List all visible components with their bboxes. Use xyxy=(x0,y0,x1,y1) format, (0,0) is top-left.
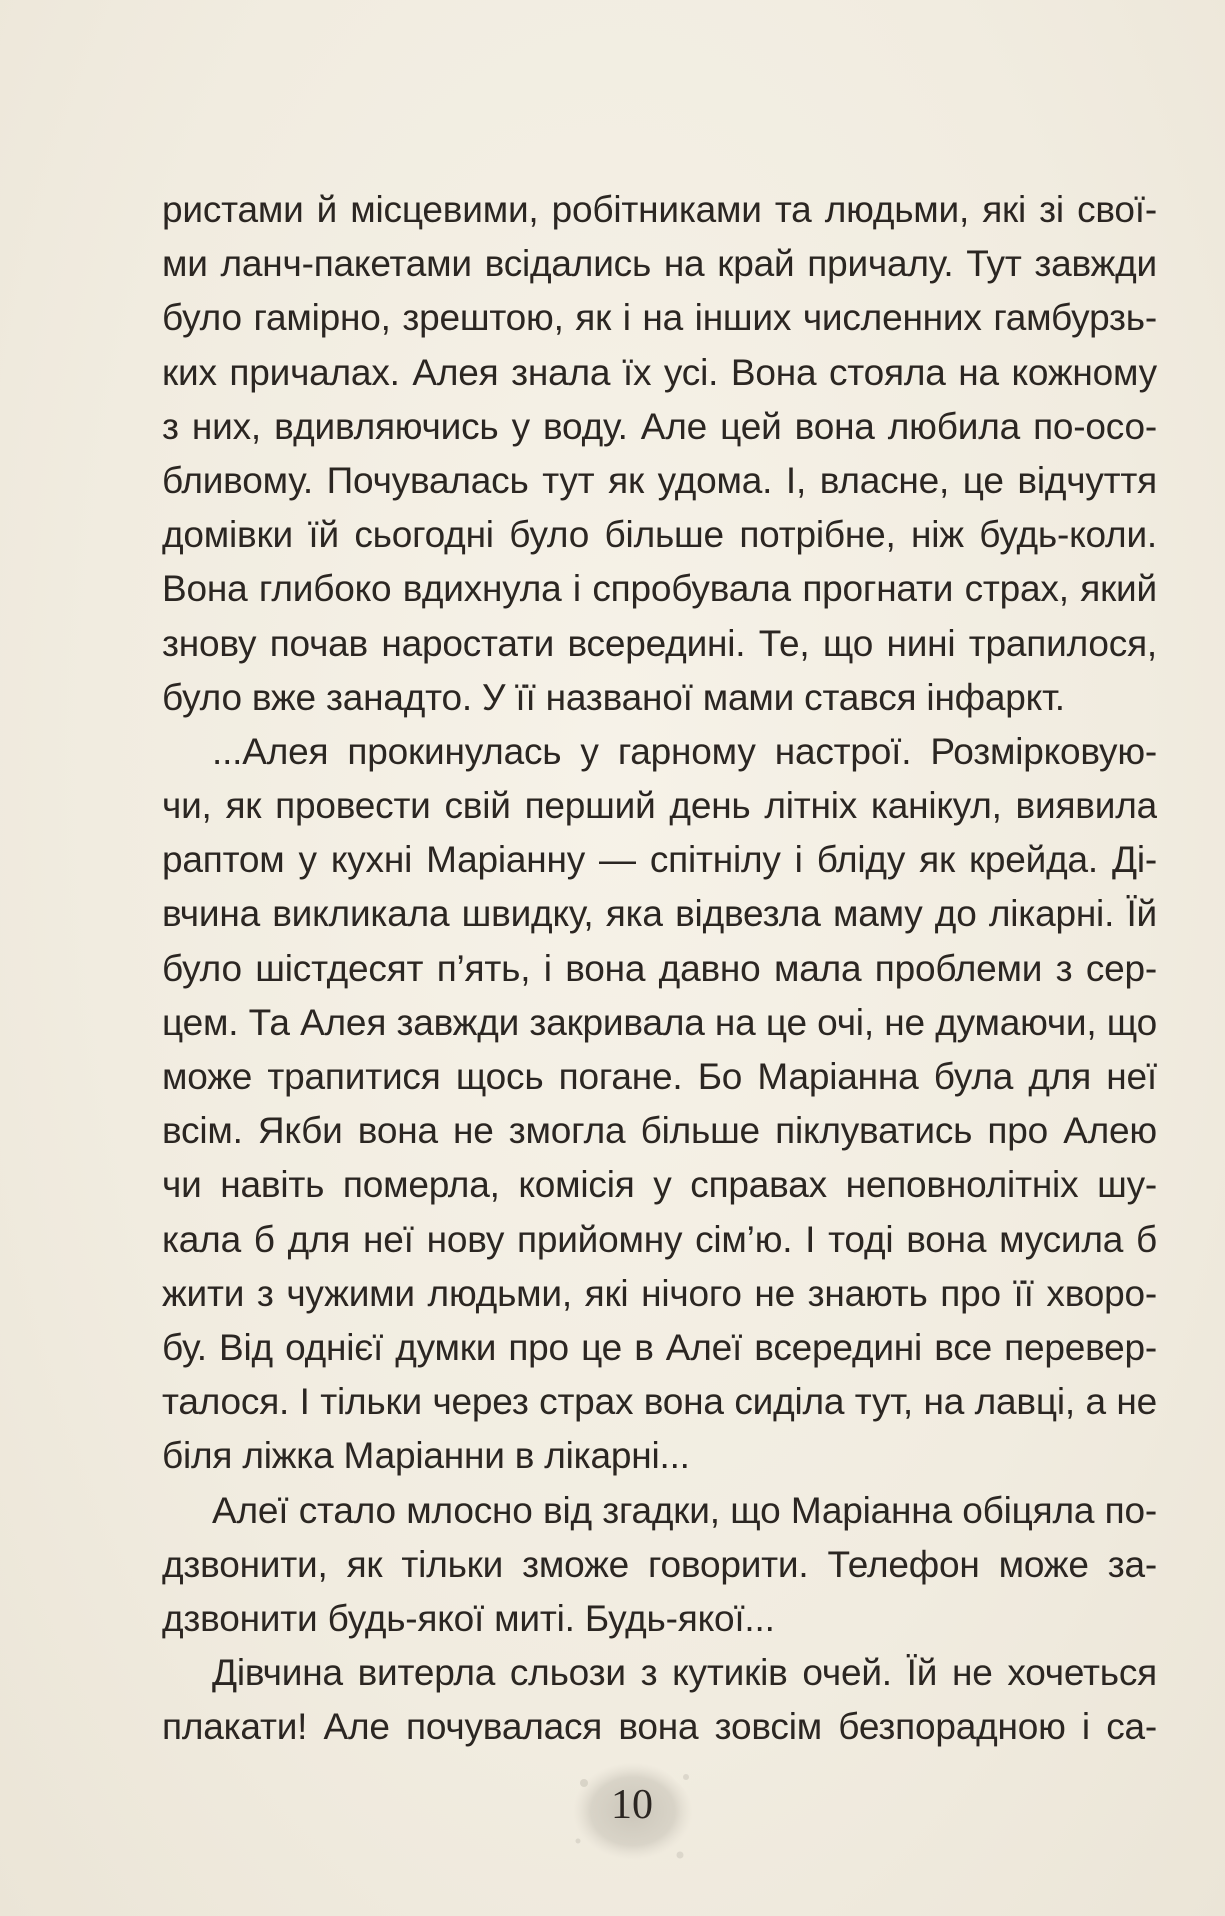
page-footer xyxy=(562,1755,702,1865)
text-line: може трапитися щось погане. Бо Маріанна була для неї xyxy=(162,1056,1157,1097)
text-line: біля ліжка Маріанни в лікарні... xyxy=(162,1435,690,1477)
text-line: чи, як провести свій перший день літніх канікул, виявила xyxy=(162,785,1157,827)
text-line: дзвонити будь-якої миті. Будь-якої... xyxy=(162,1597,775,1639)
text-line: Алеї стало млосно від згадки, що Маріанна обіцяла по- xyxy=(212,1489,1157,1531)
text-line: бливому. Почувалась тут як удома. І, власне, це відчуття xyxy=(162,459,1157,501)
text-line: бу. Від однієї думки про це в Алеї всередині все перевер- xyxy=(162,1326,1157,1368)
text-line: вчина викликала швидку, яка відвезла маму до лікарні. Їй xyxy=(162,893,1157,935)
text-line: було вже занадто. У її названої мами стався інфаркт. xyxy=(162,676,1065,718)
text-line: чи навіть померла, комісія у справах неповнолітніх шу- xyxy=(162,1164,1157,1206)
text-line: ...Алея прокинулась у гарному настрої. Розмірковую- xyxy=(212,730,1157,772)
text-line: знову почав наростати всередині. Те, що нині трапилося, xyxy=(162,622,1157,664)
text-line: ми ланч-пакетами всідались на край причалу. Тут завжди xyxy=(162,243,1157,285)
text-line: було шістдесят п’ять, і вона давно мала проблеми з сер- xyxy=(162,947,1157,989)
text-line: раптом у кухні Маріанну — спітнілу і бліду як крейда. Ді- xyxy=(162,839,1157,881)
text-line: всім. Якби вона не змогла більше піклуватись про Алею xyxy=(162,1110,1157,1152)
text-line: цем. Та Алея завжди закривала на це очі, не думаючи, що xyxy=(162,1001,1157,1043)
body-text xyxy=(162,183,1157,1754)
text-line: Вона глибоко вдихнула і спробувала прогнати страх, який xyxy=(162,568,1157,610)
text-line: жити з чужими людьми, які нічого не знають про її хворо- xyxy=(162,1272,1157,1314)
text-line: талося. І тільки через страх вона сиділа тут, на лавці, а не xyxy=(162,1381,1157,1423)
text-line: було гамірно, зрештою, як і на інших численних гамбурзь- xyxy=(162,297,1157,339)
text-line: дзвонити, як тільки зможе говорити. Телефон може за- xyxy=(162,1543,1157,1585)
text-line: домівки їй сьогодні було більше потрібне, ніж будь-коли. xyxy=(162,514,1157,556)
text-line: кала б для неї нову прийомну сім’ю. І тоді вона мусила б xyxy=(162,1218,1157,1260)
text-line: ристами й місцевими, робітниками та людьми, які зі свої- xyxy=(162,189,1157,230)
text-line: з них, вдивляючись у воду. Але цей вона любила по-осо- xyxy=(162,405,1157,447)
page-number: 10 xyxy=(611,1782,653,1828)
text-line: Дівчина витерла сльози з кутиків очей. Їй не хочеться xyxy=(212,1652,1157,1694)
text-line: ких причалах. Алея знала їх усі. Вона стояла на кожному xyxy=(162,351,1157,393)
text-line: плакати! Але почувалася вона зовсім безпорадною і са- xyxy=(162,1706,1157,1748)
